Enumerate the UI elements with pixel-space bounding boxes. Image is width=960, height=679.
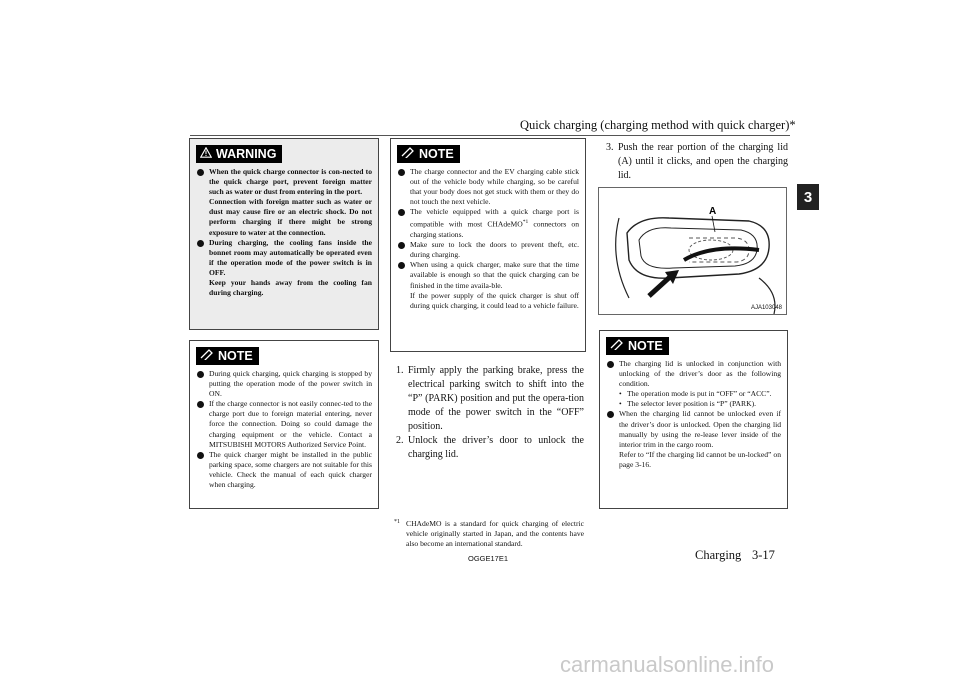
bullet-icon bbox=[197, 452, 204, 459]
chapter-tab: 3 bbox=[797, 184, 819, 210]
list-item: When the charging lid cannot be unlocked even if the driver’s door is unlocked. Open the charging lid manually by using the re-lease lever inside of the interior trim in the cargo room. bbox=[606, 409, 781, 449]
list-item: The vehicle equipped with a quick charge port is compatible with most CHAdeMO$^{*1}$ connectors on charging stations. bbox=[397, 207, 579, 240]
bullet-icon bbox=[607, 361, 614, 368]
figure-caption: AJA103048 bbox=[750, 305, 782, 311]
footnote-ref: *1 bbox=[522, 219, 529, 226]
pencil-note-icon bbox=[200, 349, 214, 363]
note-banner bbox=[196, 347, 259, 365]
list-item-continuation: Keep your hands away from the cooling fan during charging. bbox=[209, 278, 372, 298]
bullet-icon bbox=[197, 401, 204, 408]
footnote bbox=[396, 519, 584, 549]
document-code: OGGE17E1 bbox=[468, 554, 509, 563]
note-box-left bbox=[189, 340, 379, 509]
note-banner bbox=[606, 337, 669, 355]
warning-banner bbox=[196, 145, 282, 163]
pencil-note-icon bbox=[610, 339, 624, 353]
note-box-middle bbox=[390, 138, 586, 352]
footnote-text: CHAdeMO is a standard for quick charging of electric vehicle originally started in Japan, and the contents have also become an international standard. bbox=[406, 519, 584, 549]
bullet-icon bbox=[398, 209, 405, 216]
list-item: When the quick charge connector is con-nected to the quick charge port, prevent foreign matter such as water or dust from entering in the port. bbox=[196, 167, 372, 197]
charging-lid-drawing bbox=[599, 188, 786, 314]
page-number: 3-17 bbox=[752, 548, 775, 562]
footer-section-name: Charging bbox=[695, 548, 742, 562]
pencil-note-icon bbox=[401, 147, 415, 161]
step-item: 3. Push the rear portion of the charging lid (A) until it clicks, and open the charging lid. bbox=[606, 142, 788, 181]
watermark: carmanualsonline.info bbox=[560, 652, 775, 677]
warning-triangle-icon bbox=[200, 147, 212, 161]
charging-lid-illustration bbox=[598, 187, 787, 315]
list-item: When using a quick charger, make sure that the time available is enough so that the quick charging can be finished in the time availa-ble. bbox=[397, 260, 579, 290]
warning-list bbox=[196, 167, 372, 298]
bullet-icon bbox=[197, 371, 204, 378]
callout-label-a: A bbox=[709, 206, 717, 217]
step-item: 1. Firmly apply the parking brake, press the electrical parking switch to shift into the “P” (PARK) position and put the opera-tion mode of the power switch in the “OFF” position. bbox=[396, 365, 584, 432]
bullet-icon bbox=[607, 411, 614, 418]
bullet-icon bbox=[398, 262, 405, 269]
page-header-title: Quick charging (charging method with quick charger)* bbox=[520, 118, 796, 132]
procedure-steps bbox=[396, 364, 584, 462]
bullet-icon bbox=[197, 169, 204, 176]
list-item-continuation: Connection with foreign matter such as water or dust may cause fire or an electric shock. Do not perform charging if there might be strong exposure to water at the connection. bbox=[209, 197, 372, 237]
note-label: NOTE bbox=[218, 349, 253, 363]
list-item: The charge connector and the EV charging cable stick out of the vehicle body while charging, so be careful that your body does not get stuck with them or they do not touch the next vehicle. bbox=[397, 167, 579, 207]
sub-list-item: • The operation mode is put in “OFF” or “ACC”. bbox=[619, 389, 781, 399]
note-banner bbox=[397, 145, 460, 163]
list-item: If the charge connector is not easily connec-ted to the charge port due to foreign material entering, never force the connection. Doing so could damage the charging equipment or the vehicle. Contact a MITSUBISHI MOTORS Authorized Service Point. bbox=[196, 399, 372, 449]
warning-label: WARNING bbox=[216, 147, 277, 161]
note-list bbox=[606, 359, 781, 470]
step-item: 2. Unlock the driver’s door to unlock the charging lid. bbox=[396, 435, 584, 460]
list-item: The quick charger might be installed in the public parking space, some chargers are not suitable for this vehicle. Check the manual of each quick charger when charging. bbox=[196, 450, 372, 490]
list-item: During charging, the cooling fans inside the bonnet room may automatically be operated even if the operation mode of the power switch is in OFF. bbox=[196, 238, 372, 278]
note-list bbox=[196, 369, 372, 490]
bullet-icon bbox=[398, 169, 405, 176]
header-divider bbox=[190, 135, 790, 136]
note-box-right bbox=[599, 330, 788, 509]
list-item-continuation: Refer to “If the charging lid cannot be un-locked” on page 3-16. bbox=[619, 449, 781, 469]
note-label: NOTE bbox=[628, 339, 663, 353]
list-item: Make sure to lock the doors to prevent theft, etc. during charging. bbox=[397, 240, 579, 260]
list-item: The charging lid is unlocked in conjunction with unlocking of the driver’s door as the following condition. • The operation mode is put in “OFF” or “ACC”. • The selector lever position is “P” (PARK). bbox=[606, 359, 781, 409]
list-item-continuation: If the power supply of the quick charger is shut off during quick charging, it could lead to a vehicle failure. bbox=[410, 290, 579, 310]
warning-box bbox=[189, 138, 379, 330]
footnote-mark: *1 bbox=[394, 519, 400, 525]
bullet-icon bbox=[398, 242, 405, 249]
sub-list-item: • The selector lever position is “P” (PARK). bbox=[619, 399, 781, 409]
note-list bbox=[397, 167, 579, 311]
procedure-step-3 bbox=[606, 141, 788, 183]
bullet-icon bbox=[197, 240, 204, 247]
note-label: NOTE bbox=[419, 147, 454, 161]
list-item: During quick charging, quick charging is stopped by putting the operation mode of the power switch in ON. bbox=[196, 369, 372, 399]
